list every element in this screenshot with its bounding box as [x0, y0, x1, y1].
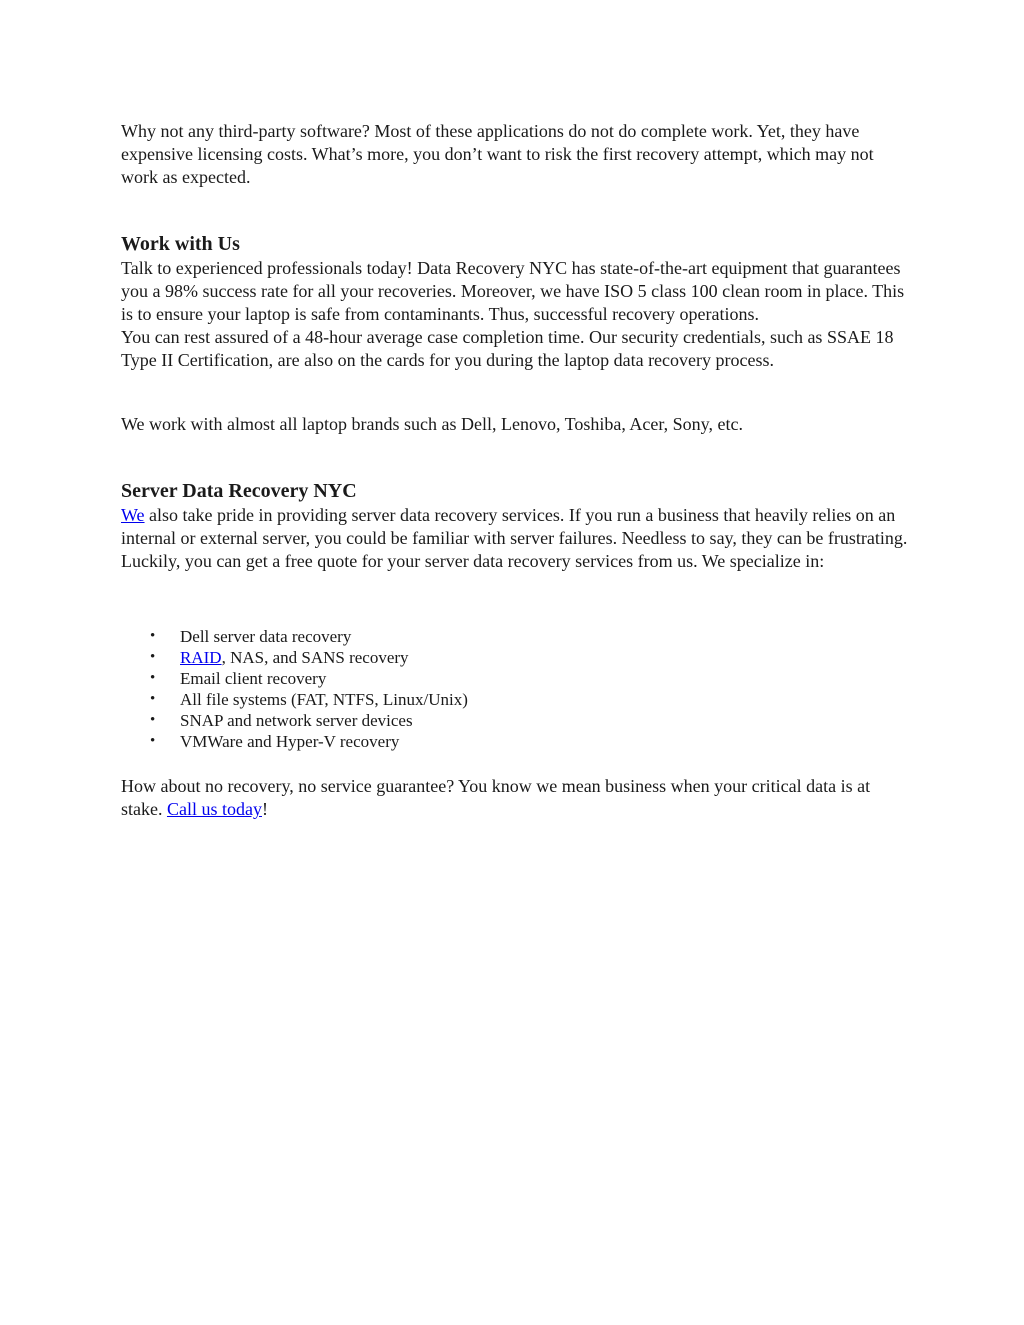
server-paragraph-2: Luckily, you can get a free quote for your server data recovery services from us. We specialize in: — [121, 551, 825, 571]
list-item: • Email client recovery — [121, 668, 911, 689]
document-page — [121, 120, 911, 821]
call-us-today-link[interactable]: Call us today — [166, 799, 262, 819]
spacer — [121, 436, 911, 478]
list-item: • All file systems (FAT, NTFS, Linux/Unix) — [121, 689, 911, 710]
work-with-us-heading: Work with Us — [121, 233, 240, 255]
server-paragraph-1 — [121, 504, 911, 550]
work-with-us-paragraph-2: You can rest assured of a 48-hour average case completion time. Our security credentials, such as SSAE 18 Type II Certification, are also on the cards for you during the laptop data recovery process. — [121, 327, 894, 370]
spacer — [121, 573, 911, 626]
laptop-brands-paragraph: We work with almost all laptop brands such as Dell, Lenovo, Toshiba, Acer, Sony, etc. — [121, 414, 743, 434]
work-with-us-paragraph-1: Talk to experienced professionals today! Data Recovery NYC has state-of-the-art equipment that guarantees you a 98% success rate for all your recoveries. Moreover, we have ISO 5 class 100 clean room in place. This is to ensure your laptop is safe from contaminants. Thus, successful recovery operations. — [121, 258, 905, 324]
server-paragraph-1-text: also take pride in providing server data recovery services. If you run a business that heavily relies on an internal or external server, you could be familiar with server failures. Needless to say, they can be frustrating. — [121, 505, 908, 548]
list-item — [121, 647, 911, 668]
list-item-text: , NAS, and SANS recovery — [221, 648, 409, 667]
server-recovery-heading: Server Data Recovery NYC — [121, 480, 357, 502]
closing-punctuation: ! — [261, 799, 268, 819]
intro-paragraph: Why not any third-party software? Most of these applications do not do complete work. Yet, they have expensive licensing costs. What’s more, you don’t want to risk the first recovery attempt, which may not work as expected. — [121, 121, 874, 187]
spacer — [121, 752, 911, 775]
closing-text: How about no recovery, no service guarantee? You know we mean business when your critical data is at stake. — [121, 776, 871, 819]
services-list — [121, 626, 911, 752]
list-item: • SNAP and network server devices — [121, 710, 911, 731]
closing-paragraph — [121, 775, 911, 821]
list-item: • VMWare and Hyper-V recovery — [121, 731, 911, 752]
raid-link[interactable]: RAID — [180, 648, 222, 667]
list-item: • Dell server data recovery — [121, 626, 911, 647]
spacer — [121, 189, 911, 231]
spacer — [121, 372, 911, 413]
we-link[interactable]: We — [121, 505, 145, 525]
